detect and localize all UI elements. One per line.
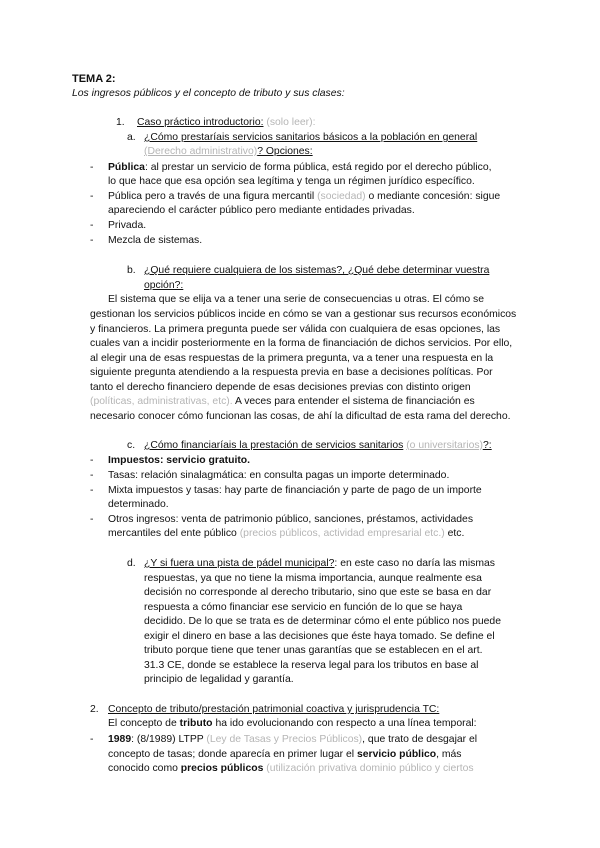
paragraph-line: decisión no corresponde al derecho tributario, sino que este se basa en dar	[144, 587, 492, 598]
bullet-1989-text-b: , que trato de desgajar el	[362, 734, 478, 745]
question-a-rest: ? Opciones:	[257, 146, 313, 157]
paragraph-line: y financieros. La primera pregunta puede ser válida con cualquiera de esas opciones, las	[90, 324, 501, 335]
bullet-1989-l3-bold: precios públicos	[180, 763, 264, 774]
intro-bold: tributo	[179, 718, 213, 729]
bullet-otros-line2	[108, 527, 464, 540]
bullet-privada: Privada.	[108, 220, 147, 231]
bullet-1989-l3-note: (utilización privativa dominio público y ciertos	[266, 763, 474, 774]
section-title: Concepto de tributo/prestación patrimonial coactiva y jurisprudencia TC:	[108, 704, 440, 715]
bullet-mercantil-text-b: o mediante concesión: sigue	[368, 191, 501, 202]
paragraph-line: siguiente pregunta atendiendo a la respuesta previa en base a decisiones políticas. Por	[90, 367, 493, 378]
paragraph-line: cuales van a incidir posteriormente en la forma de financiación de dichos servicios. Por ello,	[90, 338, 513, 349]
bullet-publica-text: : al prestar un servicio de forma pública, está regido por el derecho público,	[144, 162, 492, 173]
section-title	[137, 116, 315, 129]
paragraph-line: respuestas, ya que no tiene la misma importancia, aunque realmente esa	[144, 573, 482, 584]
bullet-dash: -	[90, 734, 94, 745]
item-letter: a.	[127, 132, 136, 143]
question-c	[144, 439, 492, 452]
section-title-note: (solo leer):	[266, 117, 316, 128]
paragraph-line: respuesta a cómo financiar ese servicio en función de lo que se haya	[144, 602, 463, 613]
bullet-1989-l2-b: , más	[436, 749, 462, 760]
bullet-1989-l2-bold: servicio público	[356, 749, 437, 760]
page-subtitle: Los ingresos públicos y el concepto de tributo y sus clases:	[72, 88, 345, 99]
question-c-end: ?:	[483, 440, 492, 451]
bullet-1989-line1	[108, 733, 477, 746]
paragraph-note: (políticas, administrativas, etc).	[90, 396, 233, 407]
question-a-line2	[144, 145, 313, 158]
bullet-1989-l3-a: conocido como	[108, 763, 178, 774]
question-c-text: ¿Cómo financiaríais la prestación de servicios sanitarios	[144, 440, 404, 451]
bullet-1989-l2-a: concepto de tasas; donde aparecía en primer lugar el	[108, 749, 355, 760]
bullet-dash: -	[90, 455, 94, 466]
bullet-otros-end: etc.	[447, 528, 465, 539]
intro-text-b: ha ido evolucionando con respecto a una línea temporal:	[215, 718, 477, 729]
bullet-dash: -	[90, 235, 94, 246]
question-d-text: ¿Y si fuera una pista de pádel municipal?	[144, 558, 335, 569]
section-number: 1.	[116, 117, 125, 128]
bullet-1989-note: (Ley de Tasas y Precios Públicos)	[206, 734, 363, 745]
bullet-otros-note: (precios públicos, actividad empresarial etc.)	[239, 528, 445, 539]
paragraph-line: gestionan los servicios públicos incide en cómo se van a gestionar sus recursos económicos	[90, 309, 517, 320]
paragraph-line	[90, 395, 475, 408]
question-c-note: (o universitarios)	[406, 440, 484, 451]
question-d-line1	[144, 557, 495, 570]
paragraph-line: El sistema que se elija va a tener una serie de consecuencias u otras. El cómo se	[108, 294, 484, 305]
bullet-1989-line2	[108, 748, 461, 761]
paragraph-line: 31.3 CE, donde se establece la reserva legal para los tributos en base al	[144, 660, 479, 671]
item-letter: d.	[127, 558, 136, 569]
bullet-mezcla: Mezcla de sistemas.	[108, 235, 203, 246]
paragraph-text: A veces para entender el sistema de financiación es	[234, 396, 475, 407]
bullet-dash: -	[90, 485, 94, 496]
bullet-mercantil-line1	[108, 190, 500, 203]
bullet-publica-line1	[108, 161, 492, 174]
bullet-otros-line1: Otros ingresos: venta de patrimonio público, sanciones, préstamos, actividades	[108, 514, 474, 525]
question-a-line1: ¿Cómo prestaríais servicios sanitarios básicos a la población en general	[144, 132, 478, 143]
bullet-publica-line2: lo que hace que esa opción sea legítima y tenga un régimen jurídico específico.	[108, 176, 475, 187]
bullet-otros-text: mercantiles del ente público	[108, 528, 237, 539]
paragraph-line: tributo porque tiene que tener unas garantías que se establecen en el art.	[144, 645, 483, 656]
bullet-dash: -	[90, 514, 94, 525]
bullet-mixta-line1: Mixta impuestos y tasas: hay parte de financiación y parte de pago de un importe	[108, 485, 482, 496]
question-b-line2: opción?:	[144, 280, 184, 291]
bullet-mercantil-text-a: Pública pero a través de una figura mercantil	[108, 191, 315, 202]
paragraph-line: decidido. De lo que se trata es de determinar cómo el ente público nos puede	[144, 616, 501, 627]
item-letter: b.	[127, 265, 136, 276]
intro-text-a: El concepto de	[108, 718, 177, 729]
bullet-dash: -	[90, 470, 94, 481]
bullet-publica-bold: Pública	[108, 162, 145, 173]
paragraph-line: al elegir una de esas respuestas de la primera pregunta, va a tener una respuesta en la	[90, 353, 494, 364]
bullet-1989-text-a: : (8/1989) LTPP	[131, 734, 204, 745]
bullet-impuestos: Impuestos: servicio gratuito.	[108, 455, 251, 466]
paragraph-line: principio de legalidad y garantía.	[144, 674, 294, 685]
paragraph-line: necesario conocer cómo funcionan las cosas, de ahí la dificultad de esta rama del derecho.	[90, 411, 511, 422]
page-title: TEMA 2:	[72, 73, 116, 85]
bullet-tasas: Tasas: relación sinalagmática: en consulta pagas un importe determinado.	[108, 470, 450, 481]
question-b-line1: ¿Qué requiere cualquiera de los sistemas?, ¿Qué debe determinar vuestra	[144, 265, 490, 276]
question-d-rest: : en este caso no daría las mismas	[334, 558, 495, 569]
bullet-1989-line3	[108, 762, 474, 775]
bullet-dash: -	[90, 162, 94, 173]
section-number: 2.	[90, 704, 99, 715]
bullet-dash: -	[90, 220, 94, 231]
bullet-dash: -	[90, 191, 94, 202]
section2-intro	[108, 717, 477, 730]
paragraph-line: tanto el derecho financiero depende de esas decisiones previas con distinto origen	[90, 382, 471, 393]
question-a-note: (Derecho administrativo)	[144, 146, 258, 157]
bullet-mixta-line2: determinado.	[108, 499, 169, 510]
bullet-year: 1989	[108, 734, 132, 745]
section-title-text: Caso práctico introductorio:	[137, 117, 264, 128]
bullet-mercantil-line2: apareciendo el carácter público pero mediante entidades privadas.	[108, 205, 415, 216]
paragraph-line: exigir el dinero en base a las decisiones que éste haya tomado. Se define el	[144, 631, 495, 642]
bullet-mercantil-note: (sociedad)	[317, 191, 366, 202]
item-letter: c.	[127, 440, 136, 451]
